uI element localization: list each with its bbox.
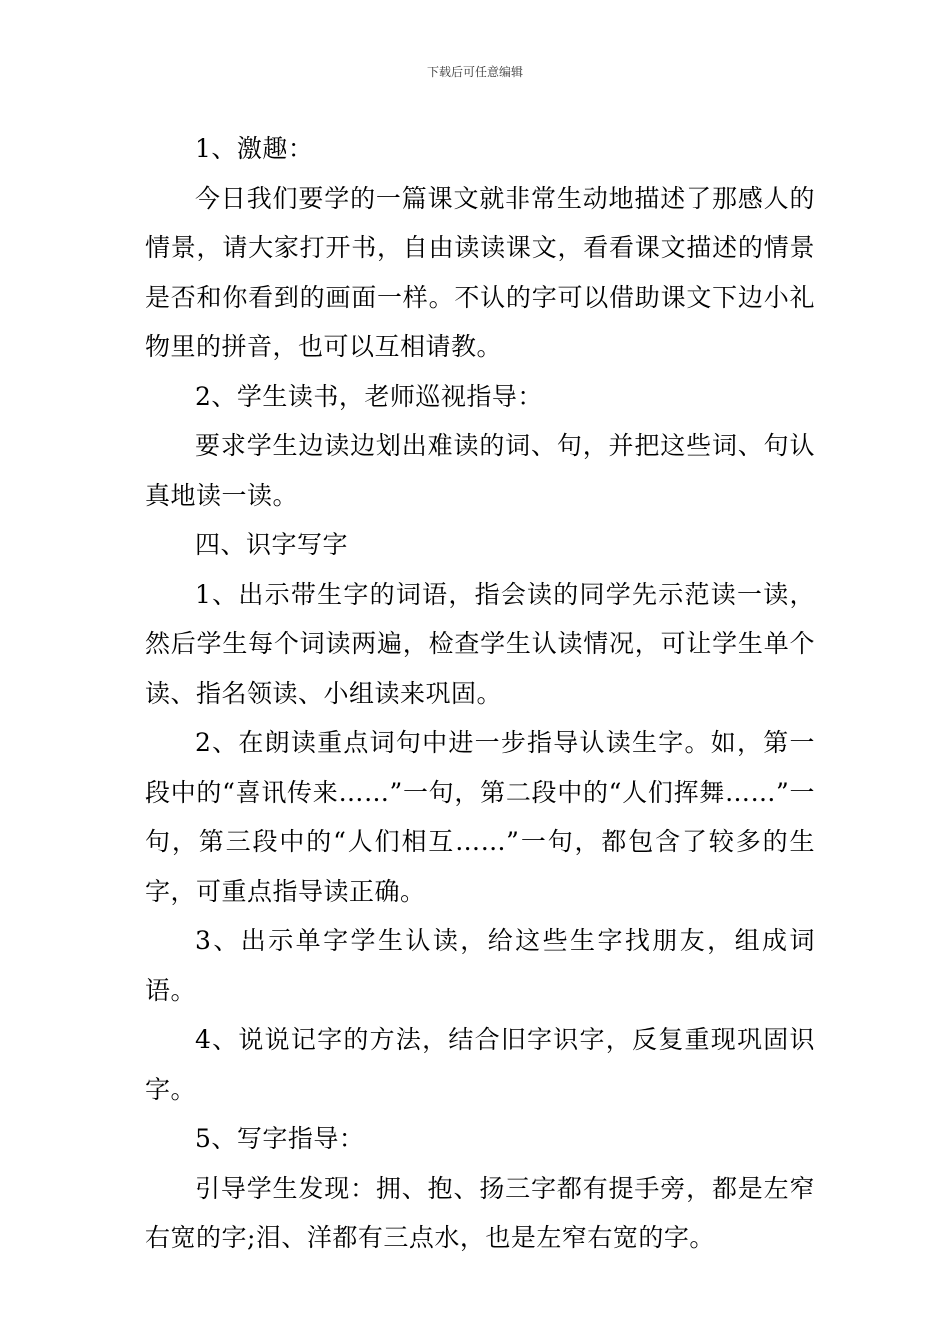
page-header: 下载后可任意编辑 [426, 65, 523, 79]
document-body [145, 124, 815, 1263]
paragraph-section-2-heading: 2、学生读书，老师巡视指导： [195, 381, 543, 411]
paragraph-step-1: 1、出示带生字的词语，指会读的同学先示范读一读，然后学生每个词读两遍，检查学生认读情况，可让学生单个读、指名领读、小组读来巩固。 [145, 579, 815, 708]
paragraph-part-4-heading: 四、识字写字 [195, 530, 349, 559]
paragraph-section-1-heading: 1、激趣： [195, 134, 314, 163]
paragraph-step-3: 3、出示单字学生认读，给这些生字找朋友，组成词语。 [145, 926, 815, 1005]
paragraph-step-2: 2、在朗读重点词句中进一步指导认读生字。如，第一段中的“喜讯传来……”一句，第二段中的“人们挥舞……”一句，第三段中的“人们相互……”一句，都包含了较多的生字，可重点指导读正确。 [145, 728, 815, 906]
paragraph-writing-guidance: 引导学生发现：拥、抱、扬三字都有提手旁，都是左窄右宽的字;泪、洋都有三点水，也是左窄右宽的字。 [145, 1173, 815, 1252]
paragraph-step-4: 4、说说记字的方法，结合旧字识字，反复重现巩固识字。 [145, 1025, 815, 1104]
paragraph-step-5-heading: 5、写字指导： [195, 1124, 365, 1153]
paragraph-intro: 今日我们要学的一篇课文就非常生动地描述了那感人的情景，请大家打开书，自由读读课文，看看课文描述的情景是否和你看到的画面一样。不认的字可以借助课文下边小礼物里的拼音，也可以互相请教。 [145, 183, 815, 361]
paragraph-reading-requirement: 要求学生边读边划出难读的词、句，并把这些词、句认真地读一读。 [145, 431, 815, 510]
